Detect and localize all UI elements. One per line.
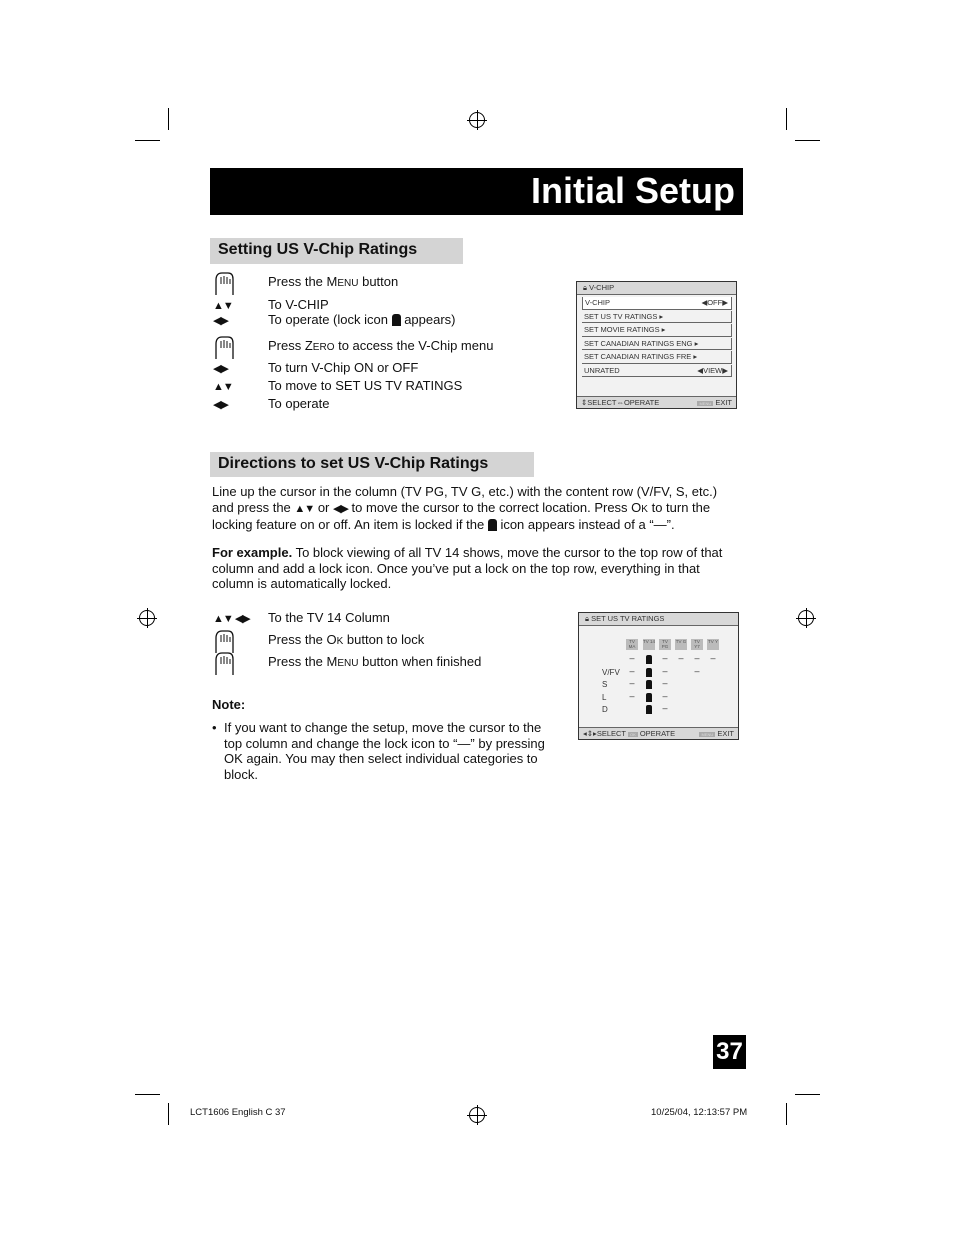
rating-column-header: TV 14 <box>643 639 655 650</box>
up-down-arrows-icon: ▲▼ <box>213 381 233 393</box>
lock-icon <box>392 314 401 326</box>
us-tv-ratings-screen: 🔒︎ SET US TV RATINGS TV MA TV 14 TV PG TV G TV Y7 TV Y – – – – – V/FV – – – S – – L – – D – ◂⇕▸SELECT OK OPERATE MENU EXIT <box>578 612 739 740</box>
left-right-arrows-icon: ◀▶ <box>213 315 228 327</box>
menu-item: UNRATED ◀VIEW▶ <box>582 365 732 378</box>
page-number: 37 <box>713 1035 746 1069</box>
unlocked-dash: – <box>678 653 684 663</box>
step-text: To move to SET US TV RATINGS <box>268 378 463 393</box>
section-heading: Setting US V-Chip Ratings <box>210 238 463 264</box>
registration-mark-icon <box>469 112 485 128</box>
directions-paragraph: Line up the cursor in the column (TV PG, TV G, etc.) with the content row (V/FV, S, etc.) and press the ▲▼ or ◀▶ to move the cursor to the correct location. Press OK to turn the locking feature on or off. An item is locked if the icon appears instead of a “—”. <box>212 484 718 532</box>
screen-title: 🔒︎ V-CHIP <box>577 282 736 295</box>
rating-column-header: TV PG <box>659 639 671 650</box>
up-down-arrows-icon: ▲▼ <box>213 300 233 312</box>
menu-item: SET US TV RATINGS ▸ <box>582 311 732 324</box>
left-right-arrows-icon: ◀▶ <box>213 363 228 375</box>
step-text: To the TV 14 Column <box>268 610 390 625</box>
menu-item: SET CANADIAN RATINGS FRE ▸ <box>582 351 732 364</box>
lock-icon <box>643 678 655 691</box>
lock-icon <box>643 691 655 704</box>
unlocked-dash: – <box>694 665 700 676</box>
rating-column-header: TV Y <box>707 639 719 650</box>
print-footer-left: LCT1606 English C 37 <box>190 1107 286 1118</box>
example-paragraph: For example. To block viewing of all TV 14 shows, move the cursor to the top row of that column and add a lock icon. Once you’ve put a lock on the top row, everything in that column is automatically locked. <box>212 545 723 591</box>
rating-column-header: TV Y7 <box>691 639 703 650</box>
hand-press-icon <box>212 334 236 360</box>
menu-key-icon: MENU <box>699 401 712 406</box>
section-heading: Directions to set US V-Chip Ratings <box>210 452 534 477</box>
screen-title: 🔒︎ SET US TV RATINGS <box>579 613 738 626</box>
step-text: Press the MENU button when finished <box>268 654 482 669</box>
hand-press-icon <box>212 270 236 296</box>
content-row-label: L <box>602 692 607 702</box>
registration-mark-icon <box>798 610 814 626</box>
print-footer-right: 10/25/04, 12:13:57 PM <box>651 1107 748 1118</box>
step-text: To operate (lock icon appears) <box>268 312 456 327</box>
unlocked-dash: – <box>629 665 635 676</box>
step-text: To V-CHIP <box>268 297 329 312</box>
unlocked-dash: – <box>662 703 668 713</box>
lock-icon <box>643 653 655 666</box>
page-title: Initial Setup <box>530 170 735 211</box>
vchip-menu-screen <box>576 281 737 409</box>
unlocked-dash: – <box>662 665 668 676</box>
lock-icon <box>643 703 655 716</box>
step-text: Press the MENU button <box>268 274 399 289</box>
rating-column-header: TV MA <box>626 639 638 650</box>
hand-press-icon <box>212 650 236 676</box>
ok-key-icon: OK <box>629 732 636 737</box>
unlocked-dash: – <box>662 690 668 701</box>
content-row-label: D <box>602 705 608 714</box>
content-row-label: S <box>602 680 608 689</box>
arrows-icon: ▲▼ ◀▶ <box>213 613 250 625</box>
unlocked-dash: – <box>662 678 668 688</box>
note-label: Note: <box>212 697 246 712</box>
step-text: Press the OK button to lock <box>268 632 425 647</box>
footer-exit: EXIT <box>715 398 732 407</box>
title-banner <box>210 168 743 215</box>
menu-item: V-CHIP ◀OFF▶ <box>582 297 732 310</box>
lock-icon <box>643 666 655 679</box>
step-text: To operate <box>268 396 330 411</box>
unlocked-dash: – <box>629 690 635 701</box>
manual-page: Initial Setup Setting US V-Chip Ratings 🔒︎ V-CHIP V-CHIP ◀OFF▶ SET US TV RATINGS ▸ SET MOVIE RATINGS ▸ SET CANADIAN RATINGS ENG ▸ SET CANADIAN RATINGS FRE ▸ UNRATED ◀VIEW▶ ⇕SELECT⇔OPERATE MENU EXIT Directions to set US V-Chip Ratings Line up the cursor in the column (TV PG, TV G, etc.) with the content row (V/FV, S, etc.) and press the ▲▼ or ◀▶ to move the cursor to the correct location. Press OK to turn the locking feature on or off. An item is locked if the icon appears instead of a “—”. For example. To block viewing of all TV 14 shows, move the cursor to the top row of that column and add a lock icon. Once you’ve put a lock on the top row, everything in that column is automatically locked. Note: • If you want to change the setup, move the cursor to the top column and change the lock icon to “—” by pressing OK again. You may then select individual categories to block. 🔒︎ SET US TV RATINGS TV MA TV 14 TV PG TV G TV Y7 TV Y – – – – – V/FV – – – S – – L – – D – ◂⇕▸SELECT OK OPERATE MENU EXIT 37 LCT1606 English C 37 10/25/04, 12:13:57 PM Press the MENU button ▲▼ To V-CHIP ◀▶ To operate (lock icon appears) Press ZERO to access the V-Chip menu ◀▶ To turn V-Chip ON or OFF ▲▼ To move to SET US TV RATINGS ◀▶ To operate ▲▼ ◀▶ To the TV 14 Column Press the OK button to lock Press the MENU button when finished <box>0 0 954 1235</box>
left-right-arrows-icon: ◀▶ <box>213 399 228 411</box>
unlocked-dash: – <box>694 653 700 663</box>
menu-item: SET MOVIE RATINGS ▸ <box>582 324 732 337</box>
note-text: If you want to change the setup, move the cursor to the top column and change the lock icon to “—” by pressing OK again. You may then select individual categories to block. <box>224 720 545 782</box>
registration-mark-icon <box>469 1107 485 1123</box>
unlocked-dash: – <box>710 653 716 663</box>
registration-mark-icon <box>139 610 155 626</box>
unlocked-dash: – <box>629 678 635 688</box>
unlocked-dash: – <box>662 653 668 663</box>
rating-column-header: TV G <box>675 639 687 650</box>
step-text: Press ZERO to access the V-Chip menu <box>268 338 494 353</box>
menu-item: SET CANADIAN RATINGS ENG ▸ <box>582 338 732 351</box>
step-text: To turn V-Chip ON or OFF <box>268 360 419 375</box>
unlocked-dash: – <box>629 653 635 663</box>
footer-select: ⇕SELECT⇔OPERATE <box>581 398 660 407</box>
content-row-label: V/FV <box>602 667 620 677</box>
menu-key-icon: MENU <box>701 732 714 737</box>
lock-icon <box>488 519 497 531</box>
